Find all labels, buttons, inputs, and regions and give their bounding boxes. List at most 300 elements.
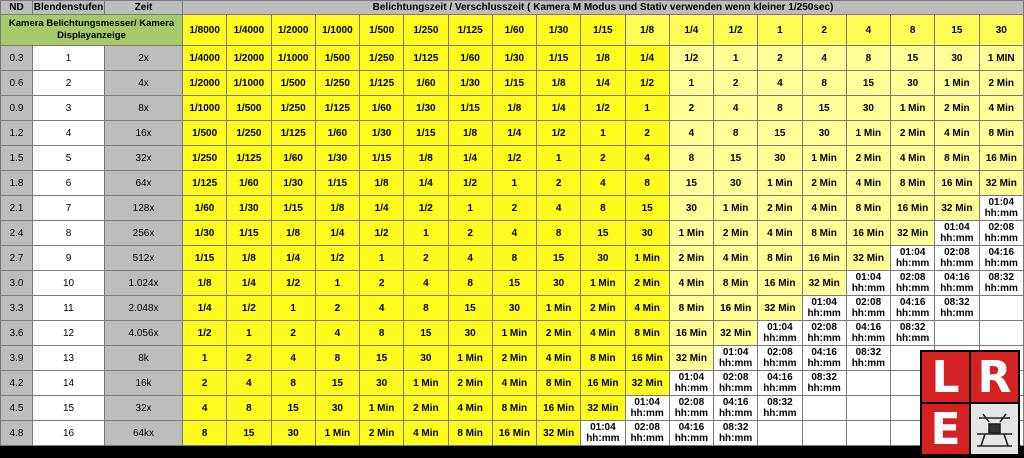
shutter-speed-header: 1/125 — [448, 15, 492, 46]
time-header: Zeit — [105, 1, 183, 15]
exposure-cell: 8 — [669, 146, 713, 171]
exposure-cell: 2 Min — [360, 421, 404, 446]
exposure-cell: 16 Min — [625, 346, 669, 371]
exposure-cell: 1 — [625, 96, 669, 121]
shutter-speed-header: 8 — [891, 15, 935, 46]
exposure-cell: 16 Min — [979, 146, 1024, 171]
exposure-cell: 2 — [271, 321, 315, 346]
exposure-cell: 2 Min — [714, 221, 758, 246]
stops-header: Blendenstufen — [33, 2, 104, 13]
exposure-cell: 16 Min — [714, 296, 758, 321]
nd-value: 2.1 — [1, 196, 33, 221]
exposure-cell: 1/2 — [183, 321, 227, 346]
exposure-cell: 2 Min — [448, 371, 492, 396]
exposure-cell: 1/250 — [183, 146, 227, 171]
exposure-cell: 1/250 — [360, 46, 404, 71]
exposure-cell: 1/60 — [404, 71, 448, 96]
exposure-cell: 15 — [846, 71, 890, 96]
exposure-cell: 16 Min — [581, 371, 625, 396]
exposure-cell: 1/2 — [271, 271, 315, 296]
exposure-cell: 1 Min — [758, 171, 802, 196]
exposure-cell: 8 Min — [537, 371, 581, 396]
exposure-cell: 8 — [846, 46, 890, 71]
exposure-cell: 15 — [315, 371, 359, 396]
exposure-cell: 16 Min — [537, 396, 581, 421]
exposure-cell — [979, 296, 1024, 321]
exposure-cell: 4 — [271, 346, 315, 371]
nd-value: 4.5 — [1, 396, 33, 421]
exposure-cell: 15 — [360, 346, 404, 371]
nd-value: 4.2 — [1, 371, 33, 396]
exposure-cell: 1/8 — [227, 246, 271, 271]
stops-value: 13 — [33, 346, 105, 371]
factor-value: 1.024x — [105, 271, 183, 296]
exposure-cell: 1/8 — [315, 196, 359, 221]
exposure-cell: 04:16 hh:mm — [846, 321, 890, 346]
exposure-cell: 4 — [581, 171, 625, 196]
exposure-cell: 1/15 — [360, 146, 404, 171]
stops-value: 6 — [33, 171, 105, 196]
meter-label: Kamera Belichtungsmesser/ Kamera Displayanzeige — [1, 15, 183, 46]
exposure-cell — [802, 421, 846, 446]
exposure-cell: 01:04 hh:mm — [581, 421, 625, 446]
exposure-cell: 1/2000 — [183, 71, 227, 96]
exposure-cell: 02:08 hh:mm — [758, 346, 802, 371]
exposure-cell: 1/60 — [227, 171, 271, 196]
exposure-cell: 30 — [448, 321, 492, 346]
exposure-cell: 15 — [669, 171, 713, 196]
exposure-cell: 8 — [183, 421, 227, 446]
nd-value: 1.2 — [1, 121, 33, 146]
exposure-cell: 1/15 — [271, 196, 315, 221]
exposure-cell — [846, 371, 890, 396]
exposure-cell: 1/125 — [315, 96, 359, 121]
exposure-cell: 1/500 — [227, 96, 271, 121]
factor-value: 64kx — [105, 421, 183, 446]
factor-value: 256x — [105, 221, 183, 246]
exposure-cell: 01:04 hh:mm — [669, 371, 713, 396]
exposure-cell: 32 Min — [802, 271, 846, 296]
exposure-cell: 16 Min — [758, 271, 802, 296]
exposure-title: Belichtungszeit / Verschlusszeit ( Kamera M Modus und Stativ verwenden wenn kleiner 1/250sec) — [183, 1, 1024, 15]
exposure-cell: 30 — [315, 396, 359, 421]
exposure-cell: 2 Min — [935, 96, 979, 121]
exposure-cell: 1 Min — [360, 396, 404, 421]
exposure-cell: 02:08 hh:mm — [802, 321, 846, 346]
nd-value: 3.0 — [1, 271, 33, 296]
factor-value: 16k — [105, 371, 183, 396]
exposure-cell: 8 — [714, 121, 758, 146]
exposure-cell: 1/250 — [315, 71, 359, 96]
exposure-cell: 1 — [315, 271, 359, 296]
exposure-cell: 01:04 hh:mm — [846, 271, 890, 296]
table-row — [1, 246, 1024, 271]
exposure-cell: 4 Min — [625, 296, 669, 321]
exposure-cell: 30 — [404, 346, 448, 371]
table-row — [1, 271, 1024, 296]
exposure-cell: 2 — [360, 271, 404, 296]
exposure-cell: 8 Min — [669, 296, 713, 321]
exposure-cell — [846, 396, 890, 421]
exposure-cell: 2 — [758, 46, 802, 71]
exposure-cell: 1/4 — [625, 46, 669, 71]
exposure-cell: 1/15 — [227, 221, 271, 246]
exposure-cell: 32 Min — [935, 196, 979, 221]
logo-letter-r: R — [971, 352, 1018, 402]
exposure-cell: 1 Min — [802, 146, 846, 171]
table-row — [1, 96, 1024, 121]
nd-value: 4.8 — [1, 421, 33, 446]
exposure-cell: 30 — [802, 121, 846, 146]
exposure-cell: 1/8 — [537, 71, 581, 96]
exposure-cell: 30 — [581, 246, 625, 271]
exposure-cell: 1 Min — [625, 246, 669, 271]
exposure-cell: 2 Min — [625, 271, 669, 296]
exposure-cell: 8 Min — [758, 246, 802, 271]
lre-logo — [920, 350, 1020, 456]
table-row — [1, 421, 1024, 446]
factor-value: 8k — [105, 346, 183, 371]
table-row — [1, 196, 1024, 221]
table-row — [1, 396, 1024, 421]
exposure-cell: 1 Min — [581, 271, 625, 296]
exposure-cell: 1/30 — [448, 71, 492, 96]
factor-value: 2x — [105, 46, 183, 71]
shutter-speed-header: 1/2 — [714, 15, 758, 46]
exposure-cell: 16 Min — [846, 221, 890, 246]
exposure-cell: 1 — [360, 246, 404, 271]
shutter-speed-header: 1/8000 — [183, 15, 227, 46]
exposure-cell: 1 — [227, 321, 271, 346]
exposure-cell: 1/15 — [537, 46, 581, 71]
exposure-cell: 1/15 — [492, 71, 536, 96]
exposure-cell: 1 — [669, 71, 713, 96]
stops-value: 10 — [33, 271, 105, 296]
exposure-cell: 15 — [802, 96, 846, 121]
exposure-cell: 01:04 hh:mm — [625, 396, 669, 421]
stops-value: 9 — [33, 246, 105, 271]
exposure-cell: 16 Min — [891, 196, 935, 221]
stops-value: 5 — [33, 146, 105, 171]
exposure-cell: 1/500 — [271, 71, 315, 96]
exposure-cell: 1/2 — [404, 196, 448, 221]
exposure-cell: 1/2 — [360, 221, 404, 246]
exposure-cell: 2 — [448, 221, 492, 246]
exposure-cell: 2 Min — [404, 396, 448, 421]
exposure-cell: 04:16 hh:mm — [935, 271, 979, 296]
exposure-cell: 02:08 hh:mm — [714, 371, 758, 396]
exposure-cell: 8 Min — [492, 396, 536, 421]
exposure-cell: 4 — [802, 46, 846, 71]
exposure-cell: 32 Min — [714, 321, 758, 346]
nd-value: 1.5 — [1, 146, 33, 171]
exposure-cell: 8 — [802, 71, 846, 96]
exposure-cell — [979, 321, 1024, 346]
exposure-cell: 8 Min — [979, 121, 1024, 146]
exposure-cell: 15 — [404, 321, 448, 346]
exposure-cell: 16 Min — [492, 421, 536, 446]
exposure-cell: 1 — [492, 171, 536, 196]
exposure-cell: 2 — [492, 196, 536, 221]
factor-value: 8x — [105, 96, 183, 121]
exposure-cell: 30 — [537, 271, 581, 296]
exposure-cell: 1/8 — [360, 171, 404, 196]
table-row — [1, 71, 1024, 96]
exposure-cell: 1/8 — [448, 121, 492, 146]
exposure-cell: 1/125 — [404, 46, 448, 71]
exposure-cell: 2 — [183, 371, 227, 396]
exposure-cell: 30 — [935, 46, 979, 71]
exposure-cell: 1/1000 — [183, 96, 227, 121]
exposure-cell: 08:32 hh:mm — [935, 296, 979, 321]
exposure-cell: 4 — [625, 146, 669, 171]
exposure-cell: 04:16 hh:mm — [758, 371, 802, 396]
table-row — [1, 171, 1024, 196]
exposure-cell: 1 — [448, 196, 492, 221]
exposure-cell: 2 — [581, 146, 625, 171]
table-row — [1, 146, 1024, 171]
exposure-cell: 2 — [537, 171, 581, 196]
exposure-cell: 01:04 hh:mm — [891, 246, 935, 271]
stops-value: 14 — [33, 371, 105, 396]
exposure-cell: 2 Min — [492, 346, 536, 371]
exposure-cell: 4 Min — [581, 321, 625, 346]
exposure-cell: 1/30 — [360, 121, 404, 146]
exposure-cell: 8 Min — [714, 271, 758, 296]
table-row — [1, 371, 1024, 396]
exposure-cell: 1/4 — [581, 71, 625, 96]
exposure-cell: 1 — [271, 296, 315, 321]
factor-value: 32x — [105, 396, 183, 421]
exposure-cell: 1/4 — [537, 96, 581, 121]
nd-value: 1.8 — [1, 171, 33, 196]
exposure-cell: 08:32 hh:mm — [846, 346, 890, 371]
exposure-cell: 4 Min — [714, 246, 758, 271]
exposure-cell: 1 — [183, 346, 227, 371]
exposure-cell: 4 Min — [802, 196, 846, 221]
exposure-cell: 08:32 hh:mm — [891, 321, 935, 346]
exposure-cell: 32 Min — [891, 221, 935, 246]
exposure-cell: 30 — [758, 146, 802, 171]
stops-value: 12 — [33, 321, 105, 346]
exposure-cell: 1/15 — [448, 96, 492, 121]
exposure-cell: 2 — [625, 121, 669, 146]
exposure-cell: 1/4 — [404, 171, 448, 196]
table-row — [1, 346, 1024, 371]
exposure-cell: 1/8 — [492, 96, 536, 121]
stops-value: 7 — [33, 196, 105, 221]
table-row — [1, 46, 1024, 71]
exposure-cell: 8 — [271, 371, 315, 396]
exposure-cell: 04:16 hh:mm — [669, 421, 713, 446]
exposure-cell: 30 — [625, 221, 669, 246]
exposure-cell: 08:32 hh:mm — [802, 371, 846, 396]
exposure-cell: 15 — [758, 121, 802, 146]
exposure-cell: 1/30 — [271, 171, 315, 196]
exposure-cell: 1/8 — [581, 46, 625, 71]
nd-value: 2.7 — [1, 246, 33, 271]
nd-value: 0.6 — [1, 71, 33, 96]
exposure-cell: 8 Min — [846, 196, 890, 221]
stops-value: 11 — [33, 296, 105, 321]
exposure-cell: 2 Min — [979, 71, 1024, 96]
shutter-speed-header: 1/500 — [360, 15, 404, 46]
exposure-cell: 8 Min — [581, 346, 625, 371]
exposure-cell: 1 Min — [891, 96, 935, 121]
exposure-cell: 15 — [625, 196, 669, 221]
exposure-cell: 4 — [227, 371, 271, 396]
exposure-cell: 04:16 hh:mm — [891, 296, 935, 321]
exposure-cell: 8 Min — [802, 221, 846, 246]
exposure-cell: 8 — [448, 271, 492, 296]
exposure-cell: 4 — [537, 196, 581, 221]
exposure-cell: 2 Min — [758, 196, 802, 221]
stops-value: 16 — [33, 421, 105, 446]
exposure-cell: 1/2 — [625, 71, 669, 96]
shutter-speed-header: 1/30 — [537, 15, 581, 46]
exposure-cell: 4 — [183, 396, 227, 421]
logo-letter-l: L — [922, 352, 969, 402]
exposure-cell: 02:08 hh:mm — [891, 271, 935, 296]
exposure-cell: 1/60 — [271, 146, 315, 171]
exposure-cell: 1/30 — [404, 96, 448, 121]
exposure-cell: 08:32 hh:mm — [714, 421, 758, 446]
exposure-cell: 1/125 — [271, 121, 315, 146]
shutter-speed-header: 2 — [802, 15, 846, 46]
exposure-cell: 8 — [492, 246, 536, 271]
exposure-cell: 8 — [537, 221, 581, 246]
header-row-shutter — [1, 15, 1024, 46]
stops-value: 15 — [33, 396, 105, 421]
exposure-cell: 4 — [669, 121, 713, 146]
shutter-speed-header: 1/2000 — [271, 15, 315, 46]
exposure-cell: 2 Min — [846, 146, 890, 171]
nd-value: 2.4 — [1, 221, 33, 246]
exposure-cell: 02:08 hh:mm — [846, 296, 890, 321]
exposure-cell: 1/250 — [227, 121, 271, 146]
exposure-cell: 1/250 — [271, 96, 315, 121]
exposure-cell: 1/4 — [271, 246, 315, 271]
exposure-cell: 4 — [492, 221, 536, 246]
exposure-cell: 2 — [714, 71, 758, 96]
exposure-cell: 15 — [271, 396, 315, 421]
exposure-cell: 1/8 — [271, 221, 315, 246]
factor-value: 16x — [105, 121, 183, 146]
stops-value: 2 — [33, 71, 105, 96]
exposure-cell: 1/8 — [404, 146, 448, 171]
shutter-speed-header: 1/8 — [625, 15, 669, 46]
exposure-cell: 1 — [714, 46, 758, 71]
table-row — [1, 296, 1024, 321]
exposure-cell: 1 Min — [448, 346, 492, 371]
exposure-cell: 1/4 — [360, 196, 404, 221]
exposure-cell: 4 Min — [448, 396, 492, 421]
exposure-cell: 8 — [360, 321, 404, 346]
exposure-cell: 4 Min — [537, 346, 581, 371]
exposure-cell: 15 — [891, 46, 935, 71]
exposure-cell: 1/30 — [183, 221, 227, 246]
stops-value: 1 — [33, 46, 105, 71]
exposure-cell: 2 — [315, 296, 359, 321]
shutter-speed-header: 1/1000 — [315, 15, 359, 46]
exposure-cell: 1/2 — [537, 121, 581, 146]
shutter-speed-header: 4 — [846, 15, 890, 46]
exposure-cell: 1/2000 — [227, 46, 271, 71]
exposure-cell: 1/125 — [183, 171, 227, 196]
nd-value: 0.9 — [1, 96, 33, 121]
shutter-speed-header: 1/250 — [404, 15, 448, 46]
exposure-cell: 4 Min — [404, 421, 448, 446]
exposure-cell: 2 Min — [891, 121, 935, 146]
exposure-cell: 2 — [227, 346, 271, 371]
exposure-cell: 1/2 — [315, 246, 359, 271]
exposure-cell: 1/125 — [360, 71, 404, 96]
exposure-cell: 1 Min — [492, 321, 536, 346]
exposure-cell: 01:04 hh:mm — [979, 196, 1024, 221]
exposure-cell: 4 Min — [979, 96, 1024, 121]
nd-value: 3.3 — [1, 296, 33, 321]
exposure-cell: 8 Min — [935, 146, 979, 171]
exposure-cell: 1/60 — [315, 121, 359, 146]
exposure-cell: 30 — [271, 421, 315, 446]
exposure-cell: 1/4 — [448, 146, 492, 171]
exposure-cell: 1/2 — [669, 46, 713, 71]
exposure-cell: 4 — [315, 321, 359, 346]
factor-value: 4x — [105, 71, 183, 96]
exposure-cell: 1 — [537, 146, 581, 171]
exposure-cell: 1/4 — [183, 296, 227, 321]
exposure-cell: 08:32 hh:mm — [979, 271, 1024, 296]
exposure-cell: 1/1000 — [227, 71, 271, 96]
factor-value: 4.056x — [105, 321, 183, 346]
exposure-cell: 02:08 hh:mm — [669, 396, 713, 421]
exposure-cell: 04:16 hh:mm — [979, 246, 1024, 271]
nd-value: 3.6 — [1, 321, 33, 346]
exposure-cell: 4 Min — [891, 146, 935, 171]
exposure-cell: 32 Min — [846, 246, 890, 271]
exposure-cell: 01:04 hh:mm — [714, 346, 758, 371]
exposure-cell: 1/4000 — [183, 46, 227, 71]
exposure-cell: 4 Min — [492, 371, 536, 396]
exposure-cell: 1/15 — [404, 121, 448, 146]
nd-value: 0.3 — [1, 46, 33, 71]
exposure-cell: 15 — [227, 421, 271, 446]
exposure-cell: 16 Min — [802, 246, 846, 271]
exposure-cell: 04:16 hh:mm — [714, 396, 758, 421]
exposure-cell: 1/4 — [492, 121, 536, 146]
stops-value: 4 — [33, 121, 105, 146]
exposure-cell: 4 Min — [935, 121, 979, 146]
exposure-cell: 1/1000 — [271, 46, 315, 71]
shutter-speed-header: 1/4 — [669, 15, 713, 46]
exposure-cell: 1 Min — [935, 71, 979, 96]
exposure-cell: 1/60 — [448, 46, 492, 71]
exposure-cell: 04:16 hh:mm — [802, 346, 846, 371]
exposure-cell: 30 — [846, 96, 890, 121]
stops-value: 3 — [33, 96, 105, 121]
exposure-cell: 2 Min — [802, 171, 846, 196]
factor-value: 128x — [105, 196, 183, 221]
exposure-cell: 8 — [404, 296, 448, 321]
table-row — [1, 121, 1024, 146]
exposure-cell: 01:04 hh:mm — [935, 221, 979, 246]
exposure-cell: 1/4 — [315, 221, 359, 246]
nd-header: ND — [1, 1, 33, 15]
exposure-cell: 2 Min — [581, 296, 625, 321]
exposure-cell: 30 — [492, 296, 536, 321]
factor-value: 32x — [105, 146, 183, 171]
exposure-cell — [846, 421, 890, 446]
